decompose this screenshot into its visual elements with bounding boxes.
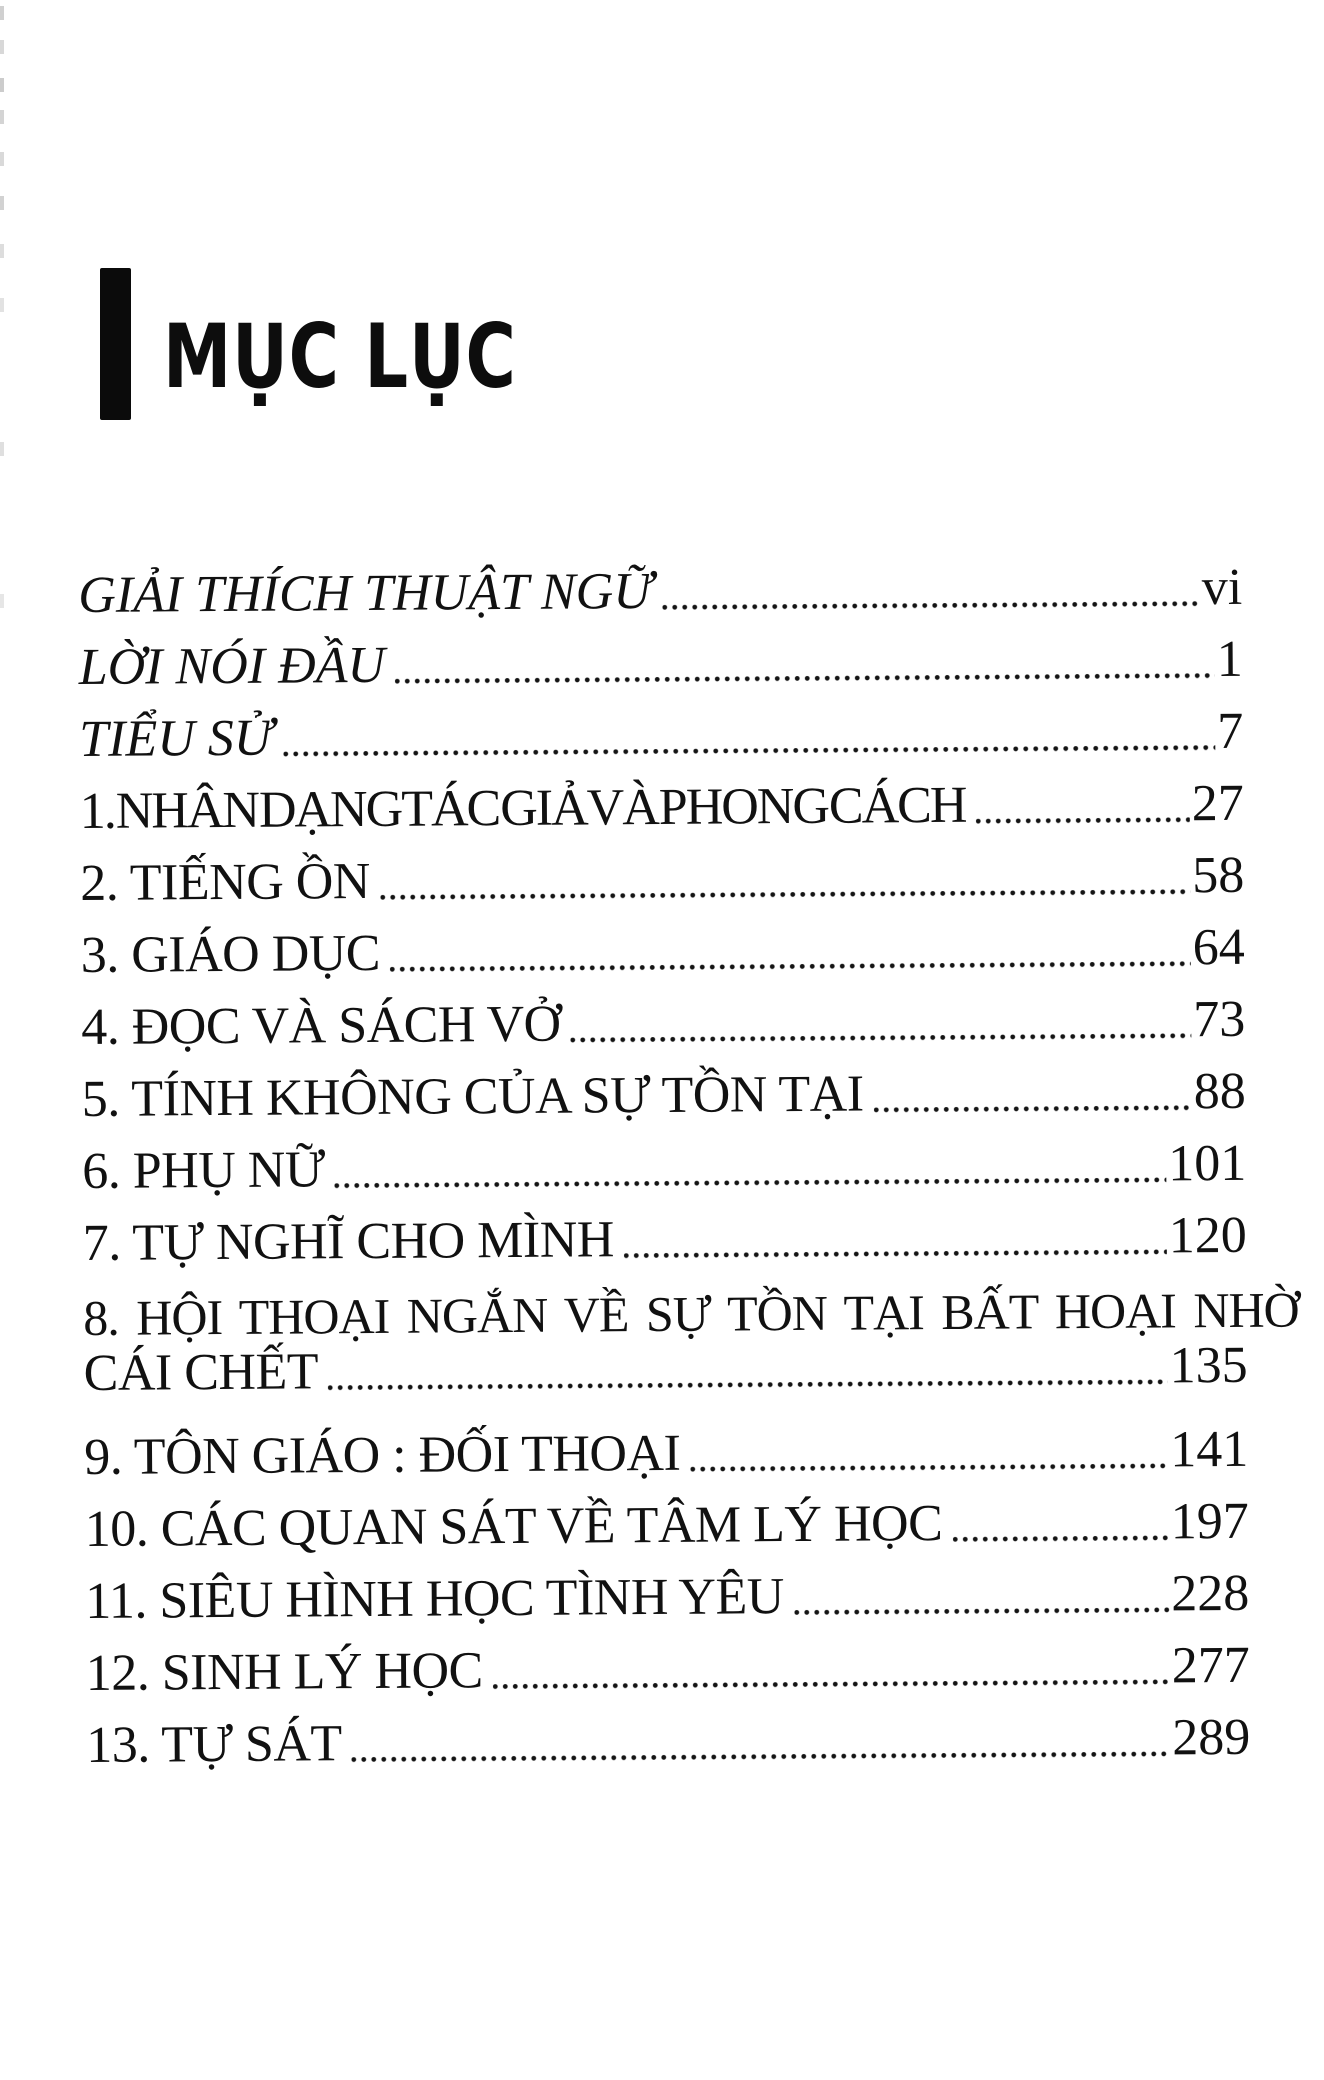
toc-entry-page: vi [1201, 558, 1243, 617]
toc-entry-page: 73 [1193, 990, 1246, 1049]
toc-entry-page: 7 [1217, 702, 1244, 761]
dotted-leader [571, 1033, 1192, 1042]
toc-entry-label: 8. HỘI THOẠI NGẮN VỀ SỰ TỒN TẠI BẤT HOẠI NHỜ [83, 1281, 1299, 1346]
toc-entry [86, 1704, 1250, 1784]
toc-entry-page: 141 [1170, 1420, 1249, 1479]
toc-entry-page: 88 [1193, 1062, 1246, 1121]
toc-entry [78, 554, 1242, 634]
toc-entry-label: 3. GIÁO DỤC [80, 924, 381, 984]
toc-entry-wrapped-line2 [83, 1336, 1248, 1408]
toc-entry [80, 770, 1244, 850]
dotted-leader [794, 1607, 1169, 1615]
dotted-leader [390, 961, 1191, 972]
toc-entry [81, 914, 1245, 994]
dotted-leader [690, 1463, 1168, 1471]
toc-entry-label: 13. TỰ SÁT [86, 1715, 342, 1774]
toc-entry-label: 11. SIÊU HÌNH HỌC TÌNH YÊU [85, 1568, 785, 1630]
toc-entry-label: CÁI CHẾT [83, 1343, 319, 1402]
dotted-leader [493, 1679, 1170, 1689]
dotted-leader [952, 1535, 1168, 1542]
toc-entry-page: 27 [1191, 774, 1244, 833]
toc-entry-label: 9. TÔN GIÁO : ĐỐI THOẠI [84, 1424, 681, 1486]
toc-entry [85, 1488, 1249, 1568]
toc-entry-label: 7. TỰ NGHĨ CHO MÌNH [82, 1211, 615, 1272]
toc-entry-label: 1. NHÂN DẠNG TÁC GIẢ VÀ PHONG CÁCH [79, 776, 966, 840]
toc-entry-page: 135 [1169, 1336, 1248, 1395]
toc-entry-page: 1 [1216, 630, 1243, 689]
toc-entry-label: TIỂU SỬ [79, 709, 274, 768]
toc-entry-page: 64 [1192, 918, 1245, 977]
toc-entry [79, 698, 1243, 778]
toc-entry-label: 5. TÍNH KHÔNG CỦA SỰ TỒN TẠI [81, 1065, 864, 1128]
scan-artifact [0, 6, 4, 20]
toc-entry-label: 10. CÁC QUAN SÁT VỀ TÂM LÝ HỌC [84, 1494, 943, 1558]
toc-entry-page: 289 [1172, 1708, 1251, 1767]
toc-entry-page: 101 [1168, 1134, 1247, 1193]
toc-entry [79, 626, 1243, 706]
toc-entry-page: 120 [1168, 1206, 1247, 1265]
toc-entry-page: 197 [1170, 1492, 1249, 1551]
toc-entry-label: GIẢI THÍCH THUẬT NGỮ [78, 562, 653, 624]
dotted-leader [380, 889, 1190, 900]
page-title: MỤC LỤC [163, 305, 517, 408]
toc-entry [82, 1058, 1246, 1138]
dotted-leader [352, 1751, 1171, 1762]
toc-list [78, 554, 1299, 1784]
toc-entry [86, 1632, 1250, 1712]
toc-entry-page: 228 [1171, 1564, 1250, 1623]
toc-entry-page: 58 [1192, 846, 1245, 905]
toc-entry [82, 1130, 1246, 1210]
dotted-leader [624, 1249, 1167, 1258]
dotted-leader [976, 817, 1190, 823]
toc-entry-page: 277 [1171, 1636, 1250, 1695]
toc-entry-wrapped-line1 [83, 1274, 1299, 1354]
toc-entry-label: 4. ĐỌC VÀ SÁCH VỞ [81, 995, 561, 1056]
dotted-leader [335, 1177, 1167, 1188]
toc-entry [84, 1416, 1248, 1496]
title-accent-bar [100, 268, 131, 420]
dotted-leader [663, 601, 1200, 610]
dotted-leader [328, 1379, 1168, 1390]
dotted-leader [395, 673, 1215, 684]
toc-entry [83, 1202, 1247, 1282]
dotted-leader [283, 745, 1215, 757]
toc-entry [81, 986, 1245, 1066]
toc-entry [85, 1560, 1249, 1640]
toc-entry [80, 842, 1244, 922]
dotted-leader [874, 1105, 1192, 1112]
toc-entry-label: 2. TIẾNG ỒN [80, 852, 371, 912]
toc-entry-label: LỜI NÓI ĐẦU [78, 636, 386, 696]
toc-entry-label: 6. PHỤ NỮ [82, 1141, 325, 1200]
toc-entry-label: 12. SINH LÝ HỌC [85, 1642, 483, 1702]
